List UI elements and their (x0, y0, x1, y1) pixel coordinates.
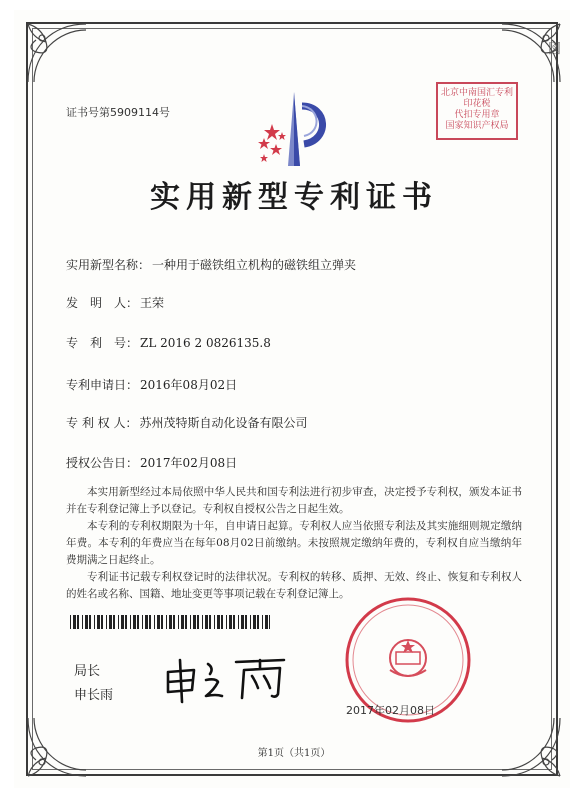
field-label: 专利申请日： (66, 378, 139, 392)
field-patent-number (66, 334, 271, 351)
field-label: 授权公告日： (66, 456, 139, 470)
body-paragraph: 本专利的专利权期限为十年，自申请日起算。专利权人应当依照专利法及其实施细则规定缴纳年费。本专利的年费应当在每年08月02日前缴纳。未按照规定缴纳年费的，专利权自应当缴纳年费期满之日起终止。 (66, 520, 522, 566)
body-paragraph: 本实用新型经过本局依照中华人民共和国专利法进行初步审查，决定授予专利权，颁发本证书并在专利登记簿上予以登记。专利权自授权公告之日起生效。 (66, 486, 522, 515)
field-label: 专 利 号： (66, 336, 139, 350)
document-title: 实用新型专利证书 (150, 180, 438, 215)
field-filing-date (66, 376, 237, 393)
field-value: 2016年08月02日 (140, 378, 238, 392)
stamp-line: 代扣专用章 (454, 110, 500, 120)
top-mark: 図 (548, 42, 562, 57)
field-announcement-date (66, 454, 237, 471)
certificate-body (66, 484, 522, 603)
field-label: 专 利 权 人： (66, 416, 138, 430)
field-value: ZL 2016 2 0826135.8 (140, 336, 271, 350)
field-value: 苏州茂特斯自动化设备有限公司 (139, 416, 308, 430)
stamp-line: 印花税 (463, 99, 491, 109)
handwritten-signature (160, 652, 300, 704)
field-utility-model-name (66, 256, 356, 273)
field-inventor (66, 294, 164, 311)
seal-date: 2017年02月08日 (346, 704, 435, 717)
field-value: 2017年02月08日 (140, 456, 238, 470)
tax-agency-stamp (436, 82, 518, 140)
field-label: 发 明 人： (66, 296, 139, 310)
page-footer: 第1页（共1页） (257, 748, 331, 759)
patent-office-logo-icon (250, 86, 340, 170)
barcode (70, 614, 270, 628)
certificate-number: 证书号第5909114号 (66, 106, 170, 119)
signatory-name: 申长雨 (74, 688, 114, 703)
signature-title: 局长 (74, 664, 101, 679)
stamp-line: 国家知识产权局 (445, 121, 509, 131)
field-patentee (66, 414, 307, 431)
field-value: 王荣 (140, 296, 165, 310)
corner-ornament-icon (22, 18, 92, 88)
body-paragraph: 专利证书记载专利权登记时的法律状况。专利权的转移、质押、无效、终止、恢复和专利权人的姓名或名称、国籍、地址变更等事项记载在专利登记簿上。 (66, 571, 522, 600)
stamp-line: 北京中南国汇专利 (440, 88, 513, 98)
field-value: 一种用于磁铁组立机构的磁铁组立弹夹 (152, 258, 357, 272)
field-label: 实用新型名称： (66, 258, 151, 272)
